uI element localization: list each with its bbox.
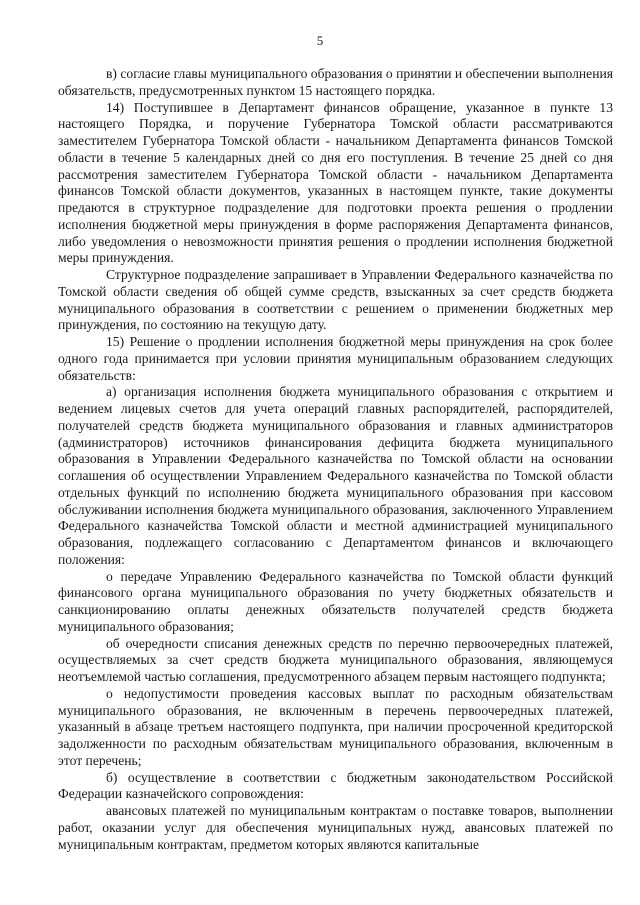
paragraph-15b: б) осуществление в соответствии с бюджетным законодательством Российской Федерации казначейского сопровождения: (58, 769, 613, 802)
paragraph-15: 15) Решение о продлении исполнения бюджетной меры принуждения на срок более одного года принимается при условии принятия муниципальным образованием следующих обязательств: (58, 334, 613, 383)
paragraph-15a-restriction: о недопустимости проведения кассовых выплат по расходным обязательствам муниципального образования, не включенным в перечень первоочередных платежей, указанный в абзаце третьем настоящего подпункта, при наличии просроченной кредиторской задолженности по расходным обязательствам муниципального образования, включенным в этот перечень; (58, 685, 613, 768)
paragraph-15a-transfer: о передаче Управлению Федерального казначейства по Томской области функций финансового органа муниципального образования по учету бюджетных обязательств и санкционированию оплаты денежных обязательств получателей средств бюджета муниципального образования; (58, 568, 613, 634)
paragraph-15b-advances: авансовых платежей по муниципальным контрактам о поставке товаров, выполнении работ, оказании услуг для обеспечения муниципальных нужд, авансовых платежей по муниципальным контрактам, предметом которых являются капитальные (58, 803, 613, 852)
document-body (58, 66, 613, 853)
paragraph-struct-unit: Структурное подразделение запрашивает в Управлении Федерального казначейства по Томской области сведения об общей сумме средств, взысканных за счет средств бюджета муниципального образования в соответствии с решением о применении бюджетных мер принуждения, по состоянию на текущую дату. (58, 267, 613, 333)
paragraph-3v: в) согласие главы муниципального образования о принятии и обеспечении выполнения обязательств, предусмотренных пунктом 15 настоящего порядка. (58, 66, 613, 98)
paragraph-14: 14) Поступившее в Департамент финансов обращение, указанное в пункте 13 настоящего Порядка, и поручение Губернатора Томской области рассматриваются заместителем Губернатора Томской области - начальником Департамента финансов Томской области в течение 5 календарных дней со дня его поступления. В течение 25 дней со дня рассмотрения заместителем Губернатора Томской области - начальником Департамента финансов Томской области документов, указанных в настоящем пункте, такие документы предаются в структурное подразделение для подготовки проекта решения о продлении исполнения бюджетной меры принуждения в форме распоряжения Департамента финансов, либо уведомления о невозможности принятия решения о продлении исполнения бюджетной меры принуждения. (58, 99, 613, 266)
paragraph-15a: а) организация исполнения бюджета муниципального образования с открытием и ведением лицевых счетов для учета операций главных распорядителей, распорядителей, получателей средств бюджета муниципального образования и главных администраторов (администраторов) источников финансирования дефицита бюджета муниципального образования в Управлении Федерального казначейства по Томской области на основании соглашения об осуществлении Управлением Федерального казначейства по Томской области отдельных функций по исполнению бюджета муниципального образования при кассовом обслуживании исполнения бюджета муниципального образования, заключенного Управлением Федерального казначейства Томской области и местной администрацией муниципального образования, подлежащего согласованию с Департаментом финансов и включающего положения: (58, 384, 613, 567)
paragraph-15a-priority: об очередности списания денежных средств по перечню первоочередных платежей, осуществляемых за счет средств бюджета муниципального образования, являющемуся неотъемлемой частью соглашения, предусмотренного абзацем первым настоящего подпункта; (58, 635, 613, 684)
page-number: 5 (316, 33, 324, 48)
